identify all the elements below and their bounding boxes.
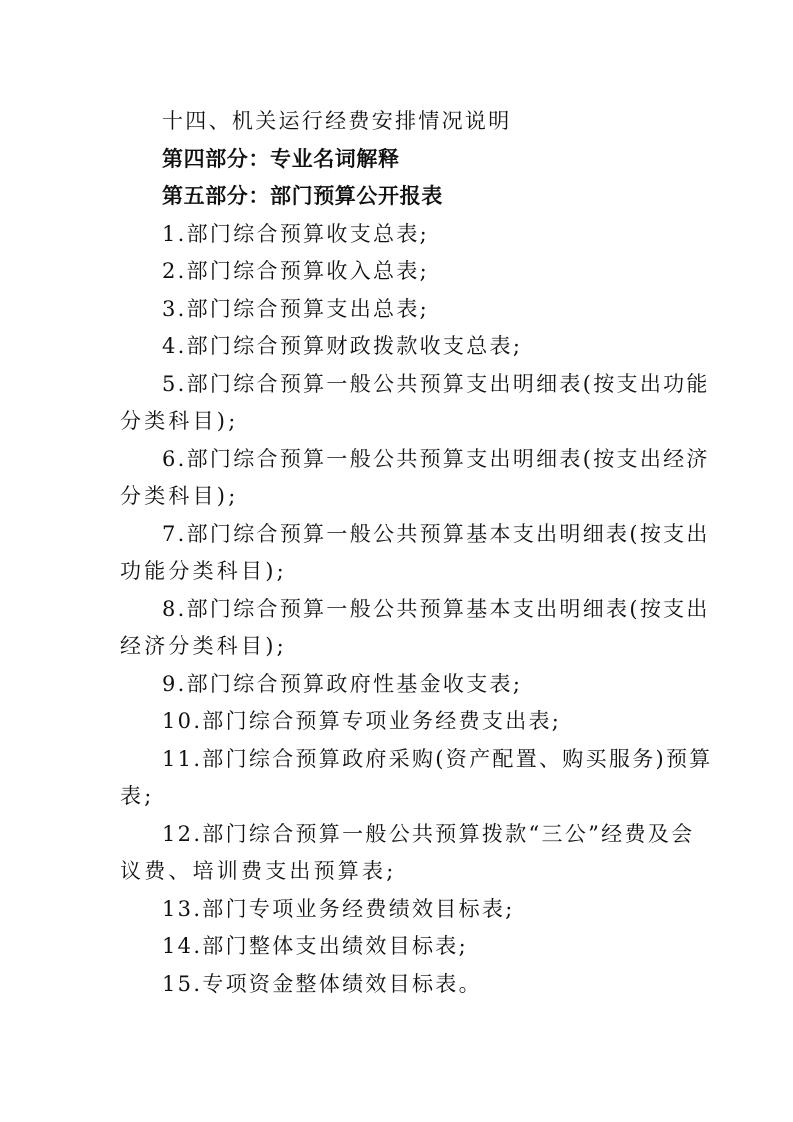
part-five-heading: 第五部分：部门预算公开报表 (162, 184, 443, 208)
list-item-5-continued: 分类科目); (120, 409, 239, 433)
list-item-8: 8.部门综合预算一般公共预算基本支出明细表(按支出 (162, 596, 710, 621)
list-item-11-continued: 表; (120, 784, 155, 808)
list-item-6: 6.部门综合预算一般公共预算支出明细表(按支出经济 (162, 446, 710, 471)
list-item-13: 13.部门专项业务经费绩效目标表; (162, 896, 515, 921)
list-item-8-continued: 经济分类科目); (120, 634, 287, 658)
list-item-4: 4.部门综合预算财政拨款收支总表; (162, 334, 523, 358)
list-item-9: 9.部门综合预算政府性基金收支表; (162, 671, 523, 696)
document-body (120, 103, 713, 1003)
list-item-1: 1.部门综合预算收支总表; (162, 221, 430, 246)
list-item-5: 5.部门综合预算一般公共预算支出明细表(按支出功能 (162, 371, 710, 396)
list-item-3: 3.部门综合预算支出总表; (162, 296, 430, 321)
part-four-heading: 第四部分：专业名词解释 (162, 146, 400, 171)
list-item-10: 10.部门综合预算专项业务经费支出表; (162, 709, 562, 733)
list-item-7: 7.部门综合预算一般公共预算基本支出明细表(按支出 (162, 521, 710, 546)
list-item-15: 15.专项资金整体绩效目标表。 (162, 971, 482, 996)
section-heading-14: 十四、机关运行经费安排情况说明 (162, 109, 512, 133)
list-item-2: 2.部门综合预算收入总表; (162, 259, 430, 283)
list-item-12: 12.部门综合预算一般公共预算拨款“三公”经费及会 (162, 821, 695, 846)
list-item-11: 11.部门综合预算政府采购(资产配置、购买服务)预算 (162, 746, 713, 771)
list-item-14: 14.部门整体支出绩效目标表; (162, 934, 468, 958)
list-item-6-continued: 分类科目); (120, 484, 239, 508)
list-item-12-continued: 议费、培训费支出预算表; (120, 859, 397, 883)
list-item-7-continued: 功能分类科目); (120, 559, 287, 583)
